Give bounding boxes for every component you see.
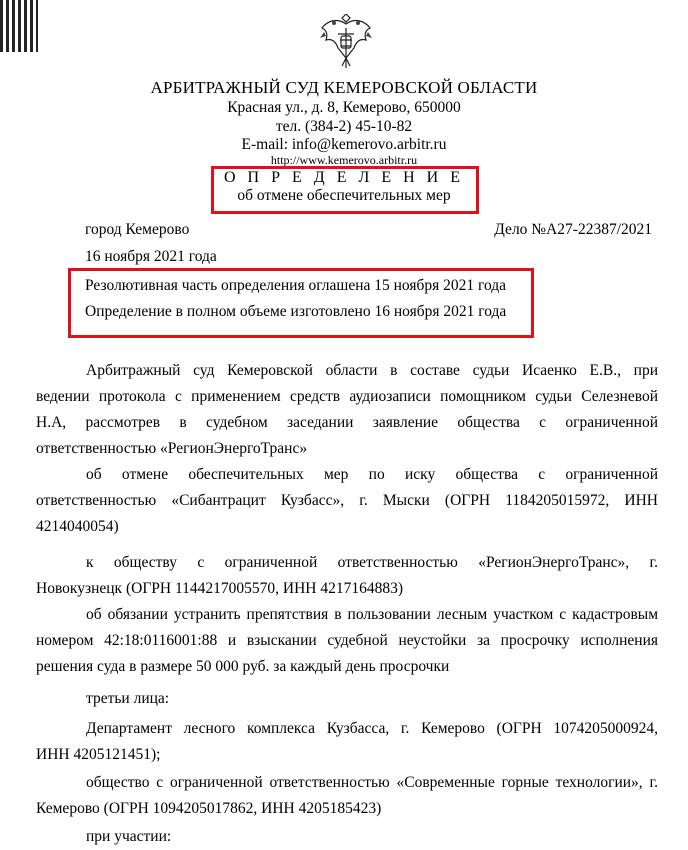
document-title: О П Р Е Д Е Л Е Н И Е bbox=[224, 169, 464, 186]
text-line: ИНН 4205121451); bbox=[36, 746, 161, 763]
coat-of-arms-emblem bbox=[316, 14, 376, 70]
paragraph-court-composition bbox=[36, 358, 658, 462]
text-line: Департамент лесного комплекса Кузбасса, г. Кемерово (ОГРН 1074205000924, bbox=[86, 720, 658, 737]
court-website-link[interactable]: http://www.kemerovo.arbitr.ru bbox=[270, 153, 418, 167]
text-line: при участии: bbox=[86, 828, 172, 845]
case-number: Дело №А27-22387/2021 bbox=[494, 221, 652, 238]
paragraph-third-parties-heading bbox=[36, 686, 658, 712]
text-line: 4214040054) bbox=[36, 518, 119, 535]
text-line: Арбитражный суд Кемеровской области в составе судьи Исаенко Е.В., при bbox=[86, 362, 658, 379]
qr-code bbox=[0, 0, 38, 52]
court-email: E-mail: info@kemerovo.arbitr.ru bbox=[241, 136, 447, 153]
text-line: об отмене обеспечительных мер по иску общества с ограниченной bbox=[86, 466, 658, 483]
text-line: об обязании устранить препятствия в пользовании лесным участком с кадастровым bbox=[86, 606, 658, 623]
paragraph-participants-heading bbox=[36, 824, 658, 850]
text-line: ответственностью «РегионЭнергоТранс» bbox=[36, 440, 308, 457]
city: город Кемерово bbox=[85, 221, 190, 238]
text-line: номером 42:18:0116001:88 и взыскании судебной неустойки за просрочку исполнения bbox=[36, 632, 658, 649]
court-address: Красная ул., д. 8, Кемерово, 650000 bbox=[227, 99, 461, 116]
paragraph-claim bbox=[36, 602, 658, 680]
text-line: ответственностью «Сибантрацит Кузбасс», г. Мыски (ОГРН 1184205015972, ИНН bbox=[36, 492, 658, 509]
text-line: третьи лица: bbox=[86, 690, 170, 707]
text-line: ведении протокола с применением средств аудиозаписи помощником судьи Селезневой bbox=[36, 388, 658, 405]
text-line: к обществу с ограниченной ответственностью «РегионЭнергоТранс», г. bbox=[86, 554, 658, 571]
text-line: Новокузнецк (ОГРН 1144217005570, ИНН 4217164883) bbox=[36, 580, 404, 597]
text-line: Н.А, рассмотрев в судебном заседании заявление общества с ограниченной bbox=[36, 414, 658, 431]
text-line: Кемерово (ОГРН 1094205017862, ИНН 4205185423) bbox=[36, 800, 382, 817]
paragraph-subject bbox=[36, 462, 658, 540]
document-subtitle: об отмене обеспечительных мер bbox=[237, 187, 451, 204]
paragraph-defendant bbox=[36, 550, 658, 602]
paragraph-third-party-2 bbox=[36, 770, 658, 822]
court-phone: тел. (384-2) 45-10-82 bbox=[275, 118, 413, 135]
document-date: 16 ноября 2021 года bbox=[85, 248, 217, 265]
full-text-date-note: Определение в полном объеме изготовлено 16 ноября 2021 года bbox=[85, 303, 507, 320]
text-line: решения суда в размере 50 000 руб. за каждый день просрочки bbox=[36, 658, 450, 675]
resolution-date-note: Резолютивная часть определения оглашена 15 ноября 2021 года bbox=[85, 277, 507, 294]
court-name: АРБИТРАЖНЫЙ СУД КЕМЕРОВСКОЙ ОБЛАСТИ bbox=[150, 78, 538, 97]
text-line: общество с ограниченной ответственностью «Современные горные технологии», г. bbox=[86, 774, 658, 791]
paragraph-third-party-1 bbox=[36, 716, 658, 768]
